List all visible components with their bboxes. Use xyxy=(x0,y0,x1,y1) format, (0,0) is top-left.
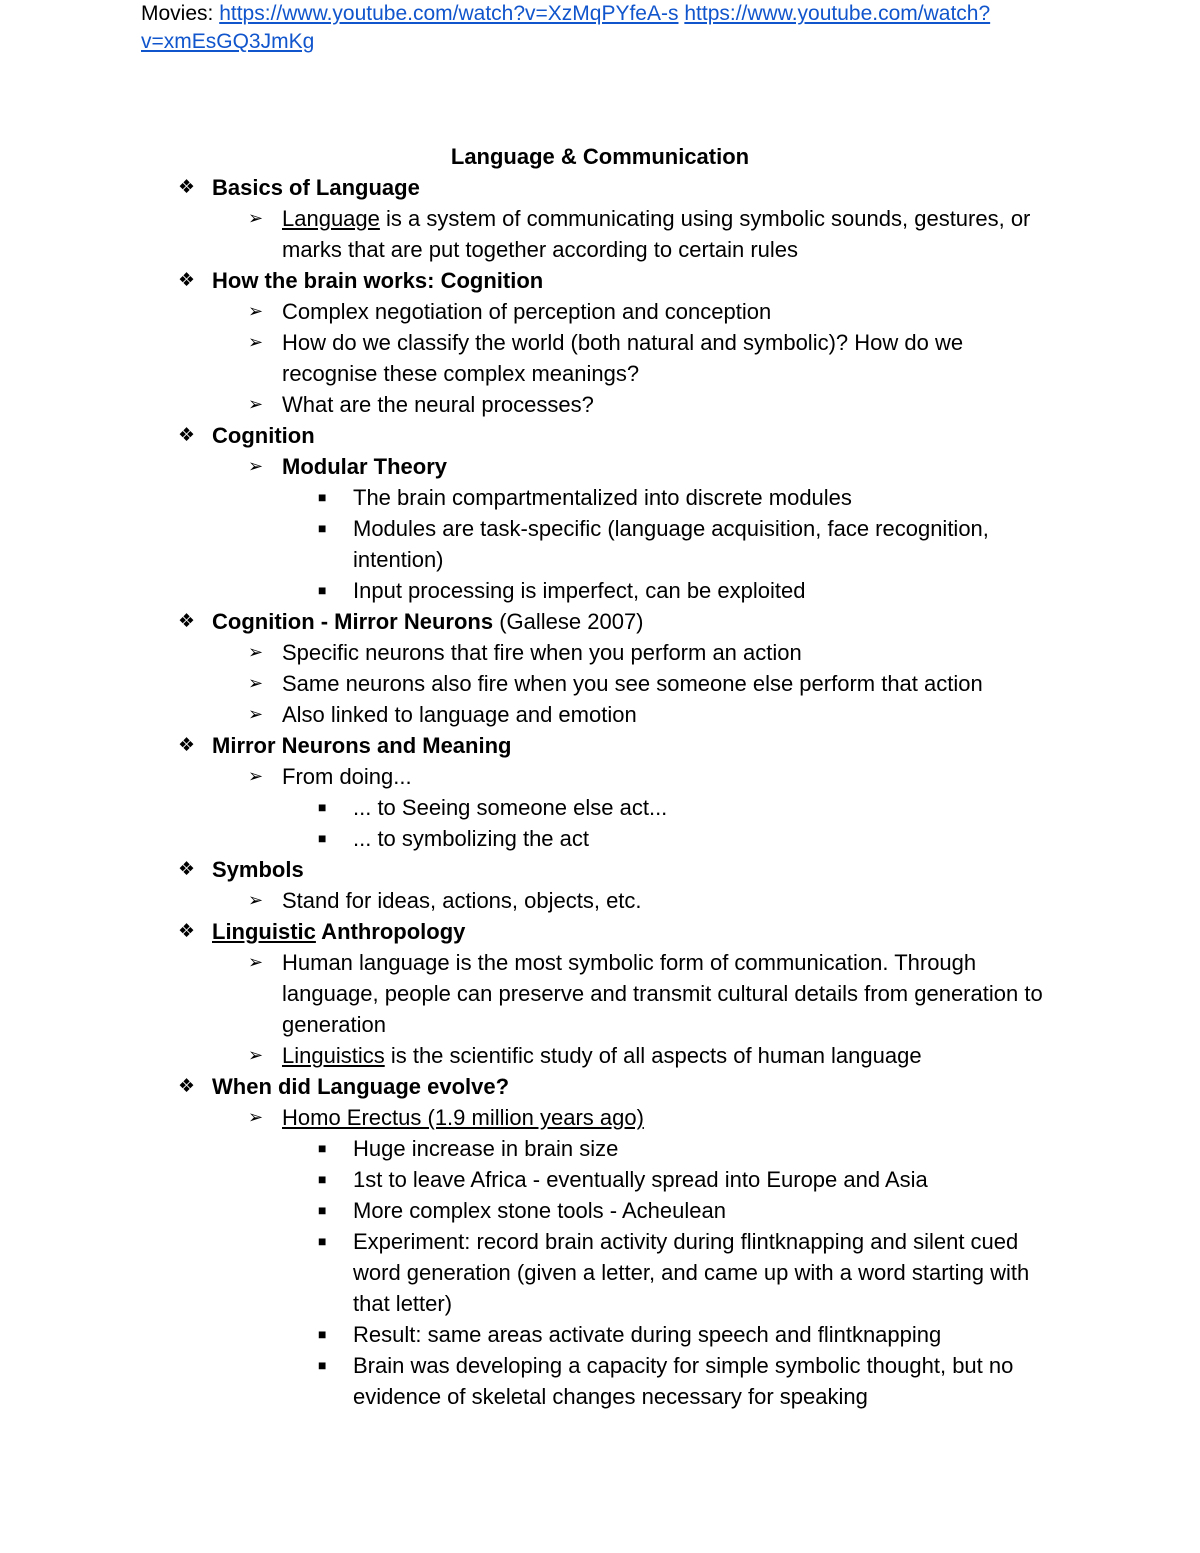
list-item xyxy=(0,296,1057,327)
list-item-text: Modules are task-specific (language acquisition, face recognition, intention) xyxy=(353,516,989,572)
list-item xyxy=(0,482,1043,513)
section-heading-text: Symbols xyxy=(212,857,304,882)
list-item-text: Experiment: record brain activity during flintknapping and silent cued word generation (given a letter, and came up with a word starting with that letter) xyxy=(353,1229,1030,1316)
definition-text: is a system of communicating using symbolic sounds, gestures, or marks that are put together according to certain rules xyxy=(282,206,1031,262)
citation-text: (Gallese 2007) xyxy=(493,609,644,634)
list-item xyxy=(0,389,1057,420)
section-heading xyxy=(0,606,1200,637)
list-item xyxy=(0,1164,1043,1195)
section-heading xyxy=(0,854,1200,885)
section-heading-text: Mirror Neurons and Meaning xyxy=(212,733,512,758)
section-heading xyxy=(0,1071,1200,1102)
arrow-bullet-icon: ➢ xyxy=(248,456,264,476)
list-item-text: Input processing is imperfect, can be exploited xyxy=(353,578,806,603)
arrow-bullet-icon: ➢ xyxy=(248,208,264,228)
arrow-bullet-icon: ➢ xyxy=(248,952,264,972)
diamond-bullet-icon: ❖ xyxy=(178,177,196,198)
diamond-bullet-icon: ❖ xyxy=(178,611,196,632)
list-item xyxy=(0,575,1043,606)
arrow-bullet-icon: ➢ xyxy=(248,332,264,352)
term-linguistics: Linguistics xyxy=(282,1043,385,1068)
list-item xyxy=(0,947,1057,1040)
square-bullet-icon: ■ xyxy=(318,1357,327,1373)
list-item-text: Specific neurons that fire when you perform an action xyxy=(282,640,802,665)
list-item-text: Stand for ideas, actions, objects, etc. xyxy=(282,888,642,913)
list-item xyxy=(0,761,1057,792)
subheading-text: Modular Theory xyxy=(282,454,448,479)
diamond-bullet-icon: ❖ xyxy=(178,270,196,291)
term-homo-erectus: Homo Erectus (1.9 million years ago) xyxy=(282,1105,644,1130)
list-item xyxy=(0,1319,1043,1350)
list-item xyxy=(0,1102,1057,1133)
list-item-text: ... to symbolizing the act xyxy=(353,826,589,851)
list-item-text: ... to Seeing someone else act... xyxy=(353,795,668,820)
list-item xyxy=(0,513,1043,575)
list-item xyxy=(0,451,1057,482)
square-bullet-icon: ■ xyxy=(318,799,327,815)
square-bullet-icon: ■ xyxy=(318,1202,327,1218)
square-bullet-icon: ■ xyxy=(318,489,327,505)
list-item-text: Same neurons also fire when you see someone else perform that action xyxy=(282,671,983,696)
list-item xyxy=(0,327,1057,389)
list-item xyxy=(0,1226,1043,1319)
list-item xyxy=(0,699,1057,730)
arrow-bullet-icon: ➢ xyxy=(248,642,264,662)
diamond-bullet-icon: ❖ xyxy=(178,735,196,756)
list-item-text: Huge increase in brain size xyxy=(353,1136,619,1161)
arrow-bullet-icon: ➢ xyxy=(248,673,264,693)
list-item-text: 1st to leave Africa - eventually spread into Europe and Asia xyxy=(353,1167,928,1192)
list-item-text: From doing... xyxy=(282,764,412,789)
list-item-text: Also linked to language and emotion xyxy=(282,702,637,727)
term-linguistic: Linguistic xyxy=(212,919,316,944)
movie-link-1[interactable]: https://www.youtube.com/watch?v=XzMqPYfeA-s xyxy=(219,2,679,25)
list-item-text: More complex stone tools - Acheulean xyxy=(353,1198,726,1223)
square-bullet-icon: ■ xyxy=(318,520,327,536)
section-heading xyxy=(0,916,1200,947)
list-item-text: Result: same areas activate during speech and flintknapping xyxy=(353,1322,942,1347)
movie-link-2[interactable]: https://www.youtube.com/watch?v=xmEsGQ3JmKg xyxy=(141,2,991,53)
section-heading-text: How the brain works: Cognition xyxy=(212,268,544,293)
arrow-bullet-icon: ➢ xyxy=(248,1045,264,1065)
list-item xyxy=(0,885,1057,916)
arrow-bullet-icon: ➢ xyxy=(248,890,264,910)
section-heading-text: Anthropology xyxy=(315,919,466,944)
section-heading xyxy=(0,265,1200,296)
list-item-text: How do we classify the world (both natural and symbolic)? How do we recognise these complex meanings? xyxy=(282,330,964,386)
diamond-bullet-icon: ❖ xyxy=(178,921,196,942)
arrow-bullet-icon: ➢ xyxy=(248,766,264,786)
list-item-text: Complex negotiation of perception and conception xyxy=(282,299,772,324)
section-heading-text: Cognition xyxy=(212,423,315,448)
movies-label: Movies: xyxy=(141,2,214,25)
list-item xyxy=(0,637,1057,668)
square-bullet-icon: ■ xyxy=(318,1326,327,1342)
square-bullet-icon: ■ xyxy=(318,1140,327,1156)
section-heading-text: Cognition - Mirror Neurons xyxy=(212,609,494,634)
square-bullet-icon: ■ xyxy=(318,1233,327,1249)
arrow-bullet-icon: ➢ xyxy=(248,704,264,724)
section-heading xyxy=(0,420,1200,451)
square-bullet-icon: ■ xyxy=(318,1171,327,1187)
list-item xyxy=(0,823,1043,854)
term-language: Language xyxy=(282,206,380,231)
page-title: Language & Communication xyxy=(450,144,750,169)
square-bullet-icon: ■ xyxy=(318,830,327,846)
list-item-text: Human language is the most symbolic form of communication. Through language, people can preserve and transmit cultural details from generation to generation xyxy=(282,950,1043,1037)
list-item xyxy=(0,1133,1043,1164)
section-heading xyxy=(0,730,1200,761)
section-heading xyxy=(0,172,1200,203)
arrow-bullet-icon: ➢ xyxy=(248,1107,264,1127)
list-item-text: Brain was developing a capacity for simple symbolic thought, but no evidence of skeletal changes necessary for speaking xyxy=(353,1353,1014,1409)
list-item-text: The brain compartmentalized into discrete modules xyxy=(353,485,852,510)
list-item xyxy=(0,668,1057,699)
arrow-bullet-icon: ➢ xyxy=(248,301,264,321)
movies-line xyxy=(141,0,1041,56)
diamond-bullet-icon: ❖ xyxy=(178,425,196,446)
list-item xyxy=(0,203,1057,265)
list-item xyxy=(0,1040,1057,1071)
outline xyxy=(0,172,1200,1412)
section-heading-text: Basics of Language xyxy=(212,175,420,200)
square-bullet-icon: ■ xyxy=(318,582,327,598)
list-item xyxy=(0,1195,1043,1226)
arrow-bullet-icon: ➢ xyxy=(248,394,264,414)
section-heading-text: When did Language evolve? xyxy=(212,1074,510,1099)
list-item-text: What are the neural processes? xyxy=(282,392,594,417)
list-item xyxy=(0,1350,1043,1412)
diamond-bullet-icon: ❖ xyxy=(178,859,196,880)
list-item xyxy=(0,792,1043,823)
definition-text: is the scientific study of all aspects of human language xyxy=(384,1043,922,1068)
diamond-bullet-icon: ❖ xyxy=(178,1076,196,1097)
